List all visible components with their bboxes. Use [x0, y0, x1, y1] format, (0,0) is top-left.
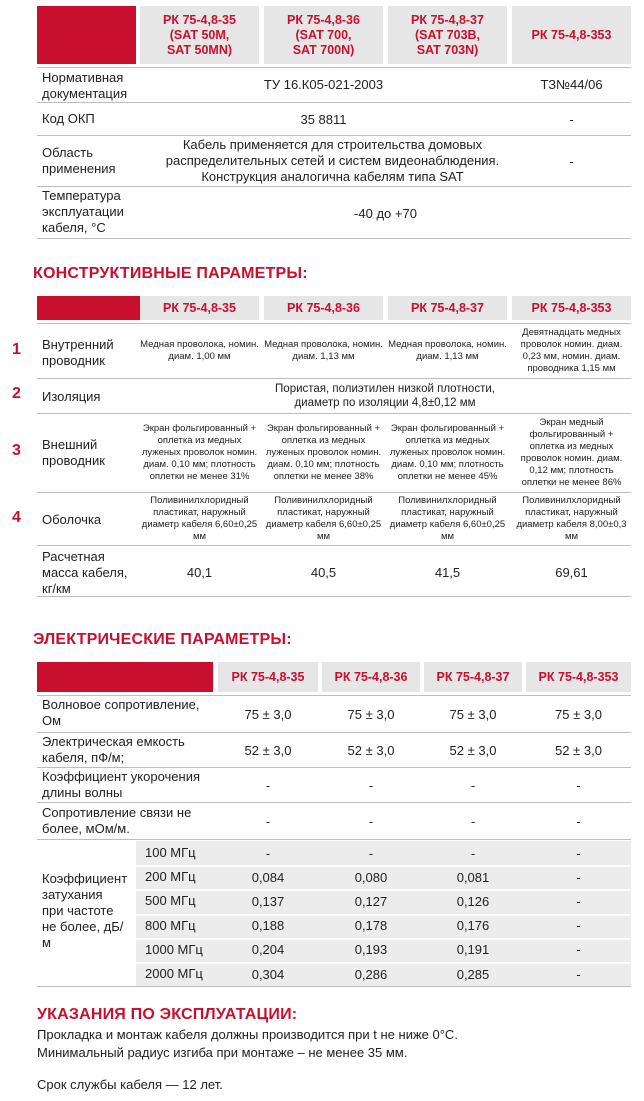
attenuation-value: 0,304: [251, 966, 285, 982]
inner-conductor-35: Медная проволока, номин. диам. 1,00 мм: [140, 339, 259, 362]
header-line: SAT 50MN): [166, 42, 233, 57]
attenuation-frequency: 1000 МГц: [145, 941, 203, 957]
divider: [136, 865, 631, 867]
outer-conductor-353: Экран медный фольгированный + оплетка из медных проволок номин. диам. 0,12 мм; плотность оплетки не менее 86%: [520, 417, 623, 488]
norm-last: ТЗ№44/06: [540, 77, 603, 92]
capacitance-35: 52 ± 3,0: [244, 742, 292, 758]
header-line: SAT 700N): [292, 42, 355, 57]
jacket-353: Поливинилхлоридный пластикат, наружный диаметр кабеля 8,00±0,3 мм: [516, 495, 627, 542]
table1-header-353: [512, 6, 631, 64]
velocity-factor-35: -: [265, 777, 271, 793]
attenuation-value: 0,080: [354, 869, 388, 885]
electrical-header-353: РК 75-4,8-353: [526, 662, 631, 692]
transfer-impedance-35: -: [265, 813, 271, 829]
electrical-header-36: РК 75-4,8-36: [322, 662, 420, 692]
table1-header-35: [140, 6, 259, 64]
divider: [37, 378, 631, 379]
attenuation-value: -: [576, 869, 581, 885]
insulation-value: Пористая, полиэтилен низкой плотности, диаметр по изоляции 4,8±0,12 мм: [275, 383, 495, 409]
transfer-impedance-37: -: [470, 813, 476, 829]
divider: [37, 767, 631, 768]
row-number: 4: [12, 509, 21, 526]
operation-title: УКАЗАНИЯ ПО ЭКСПЛУАТАЦИИ:: [37, 1006, 298, 1023]
attenuation-frequency: 800 МГц: [145, 917, 196, 933]
divider: [37, 802, 631, 803]
jacket-37: Поливинилхлоридный пластикат, наружный диаметр кабеля 6,60±0,25 мм: [389, 495, 506, 542]
okp-last: -: [569, 111, 574, 127]
divider: [37, 545, 631, 546]
header-line: РК 75-4,8-35: [163, 12, 236, 27]
divider: [136, 914, 631, 916]
capacitance-36: 52 ± 3,0: [347, 742, 395, 758]
attenuation-frequency: 100 МГц: [145, 845, 196, 860]
attenuation-value: 0,084: [251, 869, 285, 885]
attenuation-frequency: 500 МГц: [145, 893, 196, 909]
impedance-37: 75 ± 3,0: [449, 706, 497, 722]
electrical-header-35: РК 75-4,8-35: [218, 662, 318, 692]
inner-conductor-36: Медная проволока, номин. диам. 1,13 мм: [264, 339, 383, 362]
mass-35: 40,1: [186, 564, 213, 580]
divider: [37, 695, 631, 696]
divider: [136, 889, 631, 891]
header-line: (SAT 700,: [295, 27, 352, 42]
velocity-factor-353: -: [576, 777, 581, 793]
mass-353: 69,61: [555, 564, 588, 580]
jacket-36: Поливинилхлоридный пластикат, наружный диаметр кабеля 6,60±0,25 мм: [265, 495, 382, 542]
attenuation-frequency: 200 МГц: [145, 869, 196, 885]
divider: [37, 732, 631, 733]
electrical-corner: [37, 662, 213, 692]
header-line: РК 75-4,8-37: [411, 12, 484, 27]
temp-label: Температура эксплуатации кабеля, °С: [42, 188, 124, 235]
mass-label: Расчетная масса кабеля, кг/км: [42, 549, 128, 596]
table1-corner: [37, 6, 136, 64]
attenuation-frequency: 2000 МГц: [145, 966, 203, 981]
attenuation-value: 0,127: [354, 893, 388, 909]
attenuation-value: -: [576, 966, 581, 982]
construction-header-35: РК 75-4,8-35: [140, 296, 259, 320]
header-line: SAT 703N): [416, 42, 479, 57]
velocity-factor-37: -: [470, 777, 476, 793]
divider: [37, 492, 631, 493]
attenuation-value: 0,126: [456, 893, 490, 909]
construction-header-353: РК 75-4,8-353: [512, 296, 631, 320]
table1-header-36: [264, 6, 383, 64]
attenuation-value: 0,176: [456, 918, 490, 934]
construction-title: КОНСТРУКТИВНЫЕ ПАРАМЕТРЫ:: [33, 265, 308, 282]
outer-conductor-37: Экран фольгированный + оплетка из медных луженых проволок номин. диам. 0,10 мм; плотность оплетки не менее 45%: [389, 423, 506, 482]
capacitance-37: 52 ± 3,0: [449, 742, 497, 758]
transfer-impedance-36: -: [368, 813, 374, 829]
attenuation-label: Коэффициент затухания при частоте не более, дБ/м: [42, 871, 128, 950]
area-value: Кабель применяется для строительства домовых распределительных сетей и систем видеонаблюдения. Конструкция аналогична кабелям типа SAT: [165, 137, 500, 184]
attenuation-value: 0,137: [251, 893, 285, 909]
attenuation-value: 0,193: [354, 942, 388, 958]
header-line: (SAT 703B,: [414, 27, 481, 42]
attenuation-value: 0,081: [456, 869, 490, 885]
divider: [37, 413, 631, 414]
outer-conductor-36: Экран фольгированный + оплетка из медных луженых проволок номин. диам. 0,10 мм; плотность оплетки не менее 38%: [265, 423, 382, 482]
row-number: 2: [12, 385, 21, 402]
header-line: (SAT 50M,: [169, 27, 230, 42]
header-line: РК 75-4,8-36: [287, 12, 360, 27]
okp-label: Код ОКП: [42, 111, 95, 126]
divider: [37, 323, 631, 324]
divider: [37, 102, 631, 103]
attenuation-value: -: [576, 918, 581, 934]
row-number: 3: [12, 442, 21, 459]
divider: [37, 238, 631, 239]
attenuation-value: 0,285: [456, 966, 490, 982]
attenuation-value: -: [470, 845, 476, 861]
area-last: -: [569, 153, 574, 169]
impedance-35: 75 ± 3,0: [244, 706, 292, 722]
inner-conductor-37: Медная проволока, номин. диам. 1,13 мм: [388, 339, 507, 362]
insulation-label: Изоляция: [42, 389, 101, 404]
outer-conductor-label: Внешний проводник: [42, 437, 105, 468]
mass-36: 40,5: [310, 564, 337, 580]
header-line: РК 75-4,8-353: [531, 28, 612, 42]
divider: [136, 962, 631, 964]
attenuation-value: 0,204: [251, 942, 285, 958]
attenuation-value: 0,191: [456, 942, 490, 958]
divider: [37, 135, 631, 136]
inner-conductor-353: Девятнадцать медных проволок номин. диам. 0,23 мм, номин. диам. проводника 1,15 мм: [520, 327, 623, 374]
attenuation-value: -: [368, 845, 374, 861]
operation-line: Срок службы кабеля — 12 лет.: [37, 1077, 223, 1092]
attenuation-value: -: [576, 942, 581, 958]
attenuation-value: -: [576, 893, 581, 909]
impedance-label: Волновое сопротивление, Ом: [42, 697, 200, 728]
divider: [37, 186, 631, 187]
attenuation-value: -: [576, 845, 581, 861]
outer-conductor-35: Экран фольгированный + оплетка из медных луженых проволок номин. диам. 0,10 мм; плотность оплетки не менее 31%: [141, 423, 258, 482]
temp-value: -40 до +70: [354, 205, 417, 221]
divider: [37, 839, 631, 840]
capacitance-label: Электрическая емкость кабеля, пФ/м;: [42, 734, 185, 765]
operation-line: Минимальный радиус изгиба при монтаже – не менее 35 мм.: [37, 1045, 408, 1060]
jacket-35: Поливинилхлоридный пластикат, наружный диаметр кабеля 6,60±0,25 мм: [141, 495, 258, 542]
divider: [136, 938, 631, 940]
construction-header-36: РК 75-4,8-36: [264, 296, 383, 320]
jacket-label: Оболочка: [42, 512, 102, 527]
area-label: Область применения: [42, 145, 116, 176]
impedance-36: 75 ± 3,0: [347, 706, 395, 722]
electrical-header-37: РК 75-4,8-37: [424, 662, 522, 692]
norm-label: Нормативная документация: [42, 70, 128, 101]
electrical-title: ЭЛЕКТРИЧЕСКИЕ ПАРАМЕТРЫ:: [33, 631, 292, 648]
inner-conductor-label: Внутренний проводник: [42, 337, 114, 368]
row-number: 1: [12, 341, 21, 358]
attenuation-value: 0,286: [354, 966, 388, 982]
capacitance-353: 52 ± 3,0: [555, 742, 602, 758]
okp-value: 35 8811: [300, 111, 347, 127]
impedance-353: 75 ± 3,0: [555, 706, 602, 722]
velocity-factor-label: Коэффициент укорочения длины волны: [42, 769, 200, 800]
construction-header-37: РК 75-4,8-37: [388, 296, 507, 320]
attenuation-value: -: [265, 845, 271, 861]
table1-header-37: [388, 6, 507, 64]
attenuation-value: 0,188: [251, 918, 285, 934]
transfer-impedance-label: Сопротивление связи не более, мОм/м.: [42, 805, 192, 836]
attenuation-value: 0,178: [354, 918, 388, 934]
divider: [37, 596, 631, 597]
transfer-impedance-353: -: [576, 813, 581, 829]
norm-value: ТУ 16.К05-021-2003: [263, 77, 384, 92]
operation-line: Прокладка и монтаж кабеля должны производится при t не ниже 0°С.: [37, 1027, 458, 1042]
mass-37: 41,5: [434, 564, 461, 580]
velocity-factor-36: -: [368, 777, 374, 793]
divider: [37, 986, 631, 987]
